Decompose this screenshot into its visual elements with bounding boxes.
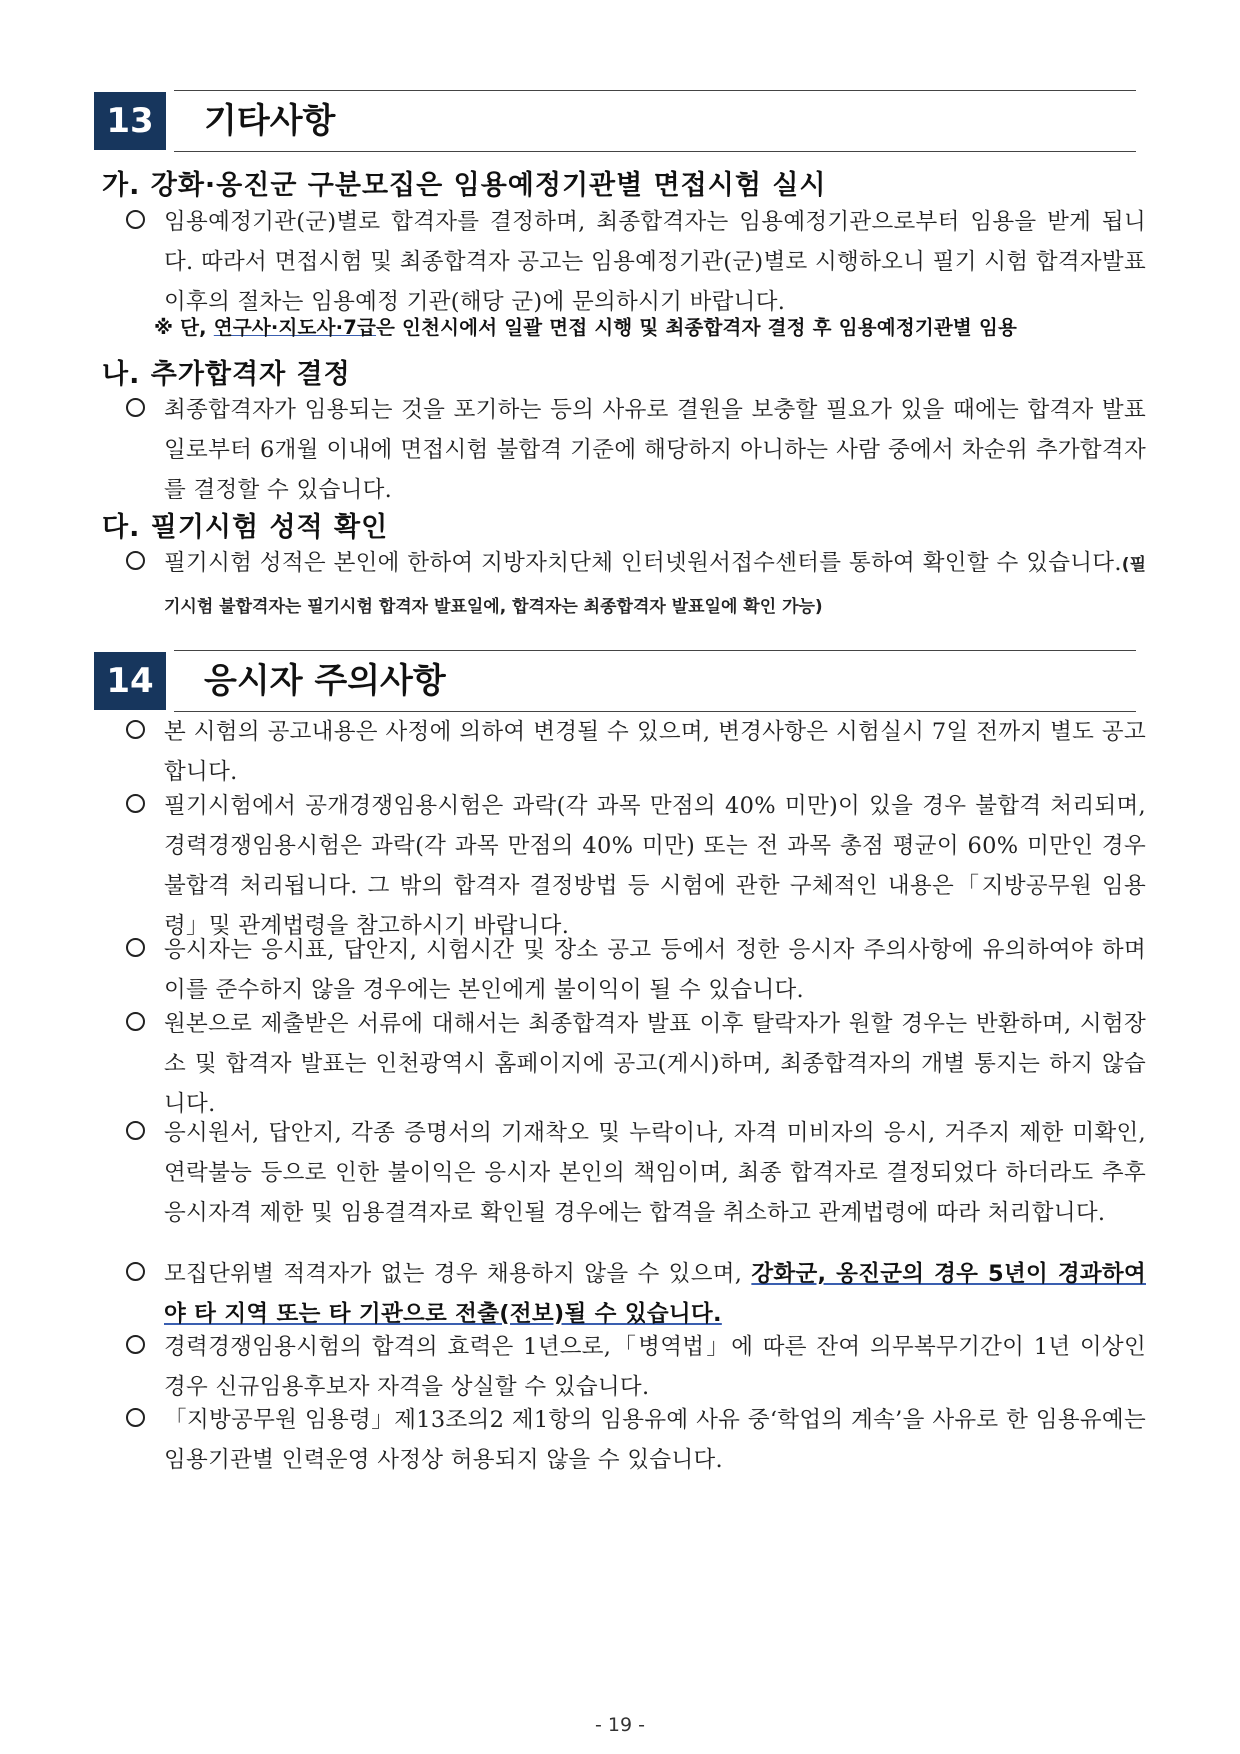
subheading-a: 가. 강화·옹진군 구분모집은 임용예정기관별 면접시험 실시 — [102, 170, 827, 201]
paragraph-emphasis: 강화군, 옹진군의 경우 5년이 경과하여야 타 지역 또는 타 기관으로 전출(전보)될 수 있습니다. — [164, 1261, 1146, 1327]
list-item — [126, 202, 1146, 322]
paragraph-text: 최종합격자가 임용되는 것을 포기하는 등의 사유로 결원을 보충할 필요가 있을 때에는 합격자 발표일로부터 6개월 이내에 면접시험 불합격 기준에 해당하지 아니하는 사람 중에서 차순위 추가합격자를 결정할 수 있습니다. — [164, 397, 1146, 503]
paragraph-text: 원본으로 제출받은 서류에 대해서는 최종합격자 발표 이후 탈락자가 원할 경우는 반환하며, 시험장소 및 합격자 발표는 인천광역시 홈페이지에 공고(게시)하며, 최종합격자의 개별 통지는 하지 않습니다. — [164, 1011, 1146, 1117]
section-number-badge: 14 — [94, 652, 166, 710]
list-item — [126, 1327, 1146, 1407]
paragraph-text: 임용예정기관(군)별로 합격자를 결정하며, 최종합격자는 임용예정기관으로부터 임용을 받게 됩니다. 따라서 면접시험 및 최종합격자 공고는 임용예정기관(군)별로 시행하오니 필기 시험 합격자발표 이후의 절차는 임용예정 기관(해당 군)에 문의하시기 바랍니다. — [164, 209, 1146, 315]
subheading-c: 다. 필기시험 성적 확인 — [102, 512, 389, 543]
page-number: - 19 - — [595, 1714, 645, 1736]
list-item — [126, 543, 1146, 627]
list-item — [126, 786, 1146, 946]
circle-bullet-icon — [126, 1262, 145, 1281]
list-item — [126, 1113, 1146, 1233]
circle-bullet-icon — [126, 794, 145, 813]
note-underlined: 연구사·지도사·7급 — [213, 316, 377, 339]
circle-bullet-icon — [126, 938, 145, 957]
paragraph-main: 모집단위별 적격자가 없는 경우 채용하지 않을 수 있으며, — [164, 1261, 752, 1287]
paragraph-note: (필기시험 불합격자는 필기시험 합격자 발표일에, 합격자는 최종합격자 발표일에 확인 가능) — [164, 555, 1146, 617]
paragraph-text — [164, 1254, 1146, 1334]
circle-bullet-icon — [126, 398, 145, 417]
circle-bullet-icon — [126, 720, 145, 739]
section-title: 기타사항 — [204, 101, 336, 141]
list-item — [126, 1400, 1146, 1480]
section-number-badge: 13 — [94, 92, 166, 150]
list-item — [126, 712, 1146, 792]
list-item — [126, 1254, 1146, 1334]
note-rest: 은 인천시에서 일괄 면접 시행 및 최종합격자 결정 후 임용예정기관별 임용 — [376, 316, 1018, 339]
circle-bullet-icon — [126, 551, 145, 570]
paragraph-text — [164, 543, 1146, 627]
subheading-b: 나. 추가합격자 결정 — [102, 359, 351, 390]
paragraph-text: 경력경쟁임용시험의 합격의 효력은 1년으로,「병역법」에 따른 잔여 의무복무기간이 1년 이상인 경우 신규임용후보자 자격을 상실할 수 있습니다. — [164, 1334, 1146, 1400]
paragraph-text: 본 시험의 공고내용은 사정에 의하여 변경될 수 있으며, 변경사항은 시험실시 7일 전까지 별도 공고합니다. — [164, 719, 1146, 785]
list-item — [126, 390, 1146, 510]
paragraph-main: 필기시험 성적은 본인에 한하여 지방자치단체 인터넷원서접수센터를 통하여 확인할 수 있습니다. — [164, 550, 1122, 576]
list-item — [126, 1004, 1146, 1124]
circle-bullet-icon — [126, 1121, 145, 1140]
circle-bullet-icon — [126, 210, 145, 229]
paragraph-text: 응시자는 응시표, 답안지, 시험시간 및 장소 공고 등에서 정한 응시자 주의사항에 유의하여야 하며 이를 준수하지 않을 경우에는 본인에게 불이익이 될 수 있습니다. — [164, 937, 1146, 1003]
section-title: 응시자 주의사항 — [204, 661, 446, 701]
paragraph-text: 응시원서, 답안지, 각종 증명서의 기재착오 및 누락이나, 자격 미비자의 응시, 거주지 제한 미확인, 연락불능 등으로 인한 불이익은 응시자 본인의 책임이며, 최종 합격자로 결정되었다 하더라도 추후 응시자격 제한 및 임용결격자로 확인될 경우에는 합격을 취소하고 관계법령에 따라 처리합니다. — [164, 1120, 1146, 1226]
circle-bullet-icon — [126, 1012, 145, 1031]
section-14-header — [94, 650, 1136, 712]
section-divider — [174, 151, 1136, 152]
paragraph-text: 필기시험에서 공개경쟁임용시험은 과락(각 과목 만점의 40% 미만)이 있을 경우 불합격 처리되며, 경력경쟁임용시험은 과락(각 과목 만점의 40% 미만) 또는 전 과목 총점 평균이 60% 미만인 경우 불합격 처리됩니다. 그 밖의 합격자 결정방법 등 시험에 관한 구체적인 내용은「지방공무원 임용령」및 관계법령을 참고하시기 바랍니다. — [164, 793, 1146, 939]
section-13-header — [94, 90, 1136, 152]
circle-bullet-icon — [126, 1408, 145, 1427]
list-item — [126, 930, 1146, 1010]
circle-bullet-icon — [126, 1335, 145, 1354]
paragraph-text: 「지방공무원 임용령」제13조의2 제1항의 임용유예 사유 중‘학업의 계속’을 사유로 한 임용유예는 임용기관별 인력운영 사정상 허용되지 않을 수 있습니다. — [164, 1407, 1146, 1473]
note-line — [154, 312, 1017, 340]
note-prefix: ※ 단, — [154, 316, 214, 339]
